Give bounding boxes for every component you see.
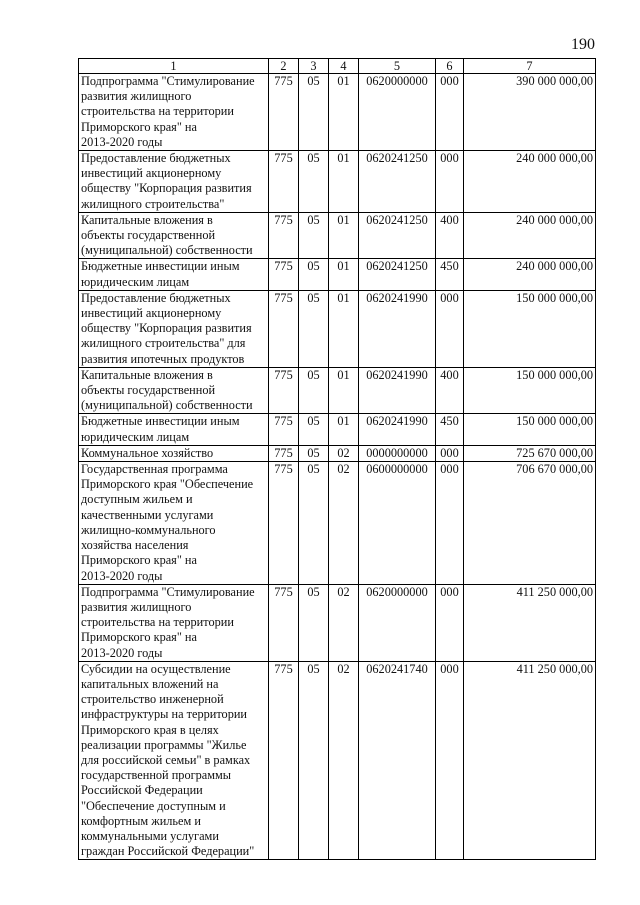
row-name: Предоставление бюджетных инвестиций акционерному обществу "Корпорация развития жилищного строительства" xyxy=(79,151,269,213)
row-code-subsection: 01 xyxy=(329,414,359,445)
row-name: Субсидии на осуществление капитальных вложений на строительство инженерной инфраструктуры на территории Приморского края в целях реализации программы "Жилье для российской семьи" в рамках государственной программы Российской Федерации "Обеспечение доступным и комфортным жильем и коммунальными услугами граждан Российской Федерации" xyxy=(79,661,269,860)
row-code-ministry: 775 xyxy=(269,212,299,259)
table-row xyxy=(79,445,596,461)
table-row xyxy=(79,290,596,367)
row-code-section: 05 xyxy=(299,462,329,585)
row-code-target: 0620241990 xyxy=(359,414,436,445)
row-code-expense: 000 xyxy=(436,151,464,213)
row-code-target: 0620241250 xyxy=(359,259,436,290)
row-code-expense: 450 xyxy=(436,259,464,290)
row-code-ministry: 775 xyxy=(269,290,299,367)
row-name: Предоставление бюджетных инвестиций акционерному обществу "Корпорация развития жилищного строительства" для развития ипотечных продуктов xyxy=(79,290,269,367)
table-row xyxy=(79,367,596,414)
row-amount: 240 000 000,00 xyxy=(464,259,596,290)
row-amount: 240 000 000,00 xyxy=(464,212,596,259)
row-code-target: 0620000000 xyxy=(359,584,436,661)
header-row xyxy=(79,59,596,74)
column-header-5: 5 xyxy=(359,59,436,74)
row-amount: 150 000 000,00 xyxy=(464,290,596,367)
row-code-section: 05 xyxy=(299,151,329,213)
table-row xyxy=(79,259,596,290)
row-code-target: 0620241740 xyxy=(359,661,436,860)
row-amount: 725 670 000,00 xyxy=(464,445,596,461)
row-name: Бюджетные инвестиции иным юридическим лицам xyxy=(79,414,269,445)
row-code-section: 05 xyxy=(299,584,329,661)
table-row xyxy=(79,74,596,151)
row-code-section: 05 xyxy=(299,414,329,445)
row-code-subsection: 01 xyxy=(329,367,359,414)
row-name: Государственная программа Приморского края "Обеспечение доступным жильем и качественными услугами жилищно-коммунального хозяйства населения Приморского края" на 2013-2020 годы xyxy=(79,462,269,585)
row-code-ministry: 775 xyxy=(269,584,299,661)
row-code-target: 0620241250 xyxy=(359,212,436,259)
row-code-target: 0620241990 xyxy=(359,367,436,414)
column-header-3: 3 xyxy=(299,59,329,74)
row-amount: 390 000 000,00 xyxy=(464,74,596,151)
row-name: Капитальные вложения в объекты государственной (муниципальной) собственности xyxy=(79,212,269,259)
row-amount: 706 670 000,00 xyxy=(464,462,596,585)
row-code-target: 0620000000 xyxy=(359,74,436,151)
row-code-expense: 000 xyxy=(436,584,464,661)
row-code-expense: 000 xyxy=(436,445,464,461)
table-row xyxy=(79,414,596,445)
row-code-target: 0000000000 xyxy=(359,445,436,461)
row-code-target: 0620241990 xyxy=(359,290,436,367)
row-code-subsection: 02 xyxy=(329,661,359,860)
row-code-expense: 000 xyxy=(436,661,464,860)
row-code-section: 05 xyxy=(299,212,329,259)
budget-table xyxy=(78,58,596,860)
row-code-expense: 000 xyxy=(436,290,464,367)
row-code-section: 05 xyxy=(299,661,329,860)
row-code-target: 0600000000 xyxy=(359,462,436,585)
row-name: Капитальные вложения в объекты государственной (муниципальной) собственности xyxy=(79,367,269,414)
row-code-subsection: 02 xyxy=(329,445,359,461)
page-number: 190 xyxy=(571,36,595,53)
row-code-ministry: 775 xyxy=(269,367,299,414)
row-amount: 411 250 000,00 xyxy=(464,661,596,860)
table-row xyxy=(79,584,596,661)
row-code-ministry: 775 xyxy=(269,661,299,860)
column-header-4: 4 xyxy=(329,59,359,74)
row-code-ministry: 775 xyxy=(269,445,299,461)
table-row xyxy=(79,212,596,259)
row-amount: 150 000 000,00 xyxy=(464,414,596,445)
table-row xyxy=(79,462,596,585)
row-code-subsection: 01 xyxy=(329,290,359,367)
row-amount: 240 000 000,00 xyxy=(464,151,596,213)
row-code-section: 05 xyxy=(299,259,329,290)
row-code-section: 05 xyxy=(299,367,329,414)
row-name: Коммунальное хозяйство xyxy=(79,445,269,461)
row-code-section: 05 xyxy=(299,74,329,151)
row-code-target: 0620241250 xyxy=(359,151,436,213)
row-code-expense: 000 xyxy=(436,74,464,151)
row-code-subsection: 02 xyxy=(329,462,359,585)
row-code-ministry: 775 xyxy=(269,259,299,290)
table-row xyxy=(79,151,596,213)
row-code-ministry: 775 xyxy=(269,74,299,151)
row-code-expense: 450 xyxy=(436,414,464,445)
row-code-subsection: 01 xyxy=(329,259,359,290)
row-code-ministry: 775 xyxy=(269,151,299,213)
row-code-ministry: 775 xyxy=(269,414,299,445)
row-amount: 150 000 000,00 xyxy=(464,367,596,414)
table-row xyxy=(79,661,596,860)
row-code-subsection: 02 xyxy=(329,584,359,661)
row-name: Подпрограмма "Стимулирование развития жилищного строительства на территории Приморского края" на 2013-2020 годы xyxy=(79,584,269,661)
row-code-ministry: 775 xyxy=(269,462,299,585)
column-header-1: 1 xyxy=(79,59,269,74)
row-code-expense: 400 xyxy=(436,212,464,259)
row-code-subsection: 01 xyxy=(329,74,359,151)
column-header-2: 2 xyxy=(269,59,299,74)
row-name: Бюджетные инвестиции иным юридическим лицам xyxy=(79,259,269,290)
row-code-expense: 400 xyxy=(436,367,464,414)
row-name: Подпрограмма "Стимулирование развития жилищного строительства на территории Приморского края" на 2013-2020 годы xyxy=(79,74,269,151)
row-code-section: 05 xyxy=(299,445,329,461)
column-header-6: 6 xyxy=(436,59,464,74)
row-code-subsection: 01 xyxy=(329,212,359,259)
row-code-expense: 000 xyxy=(436,462,464,585)
column-header-7: 7 xyxy=(464,59,596,74)
row-code-section: 05 xyxy=(299,290,329,367)
row-code-subsection: 01 xyxy=(329,151,359,213)
row-amount: 411 250 000,00 xyxy=(464,584,596,661)
